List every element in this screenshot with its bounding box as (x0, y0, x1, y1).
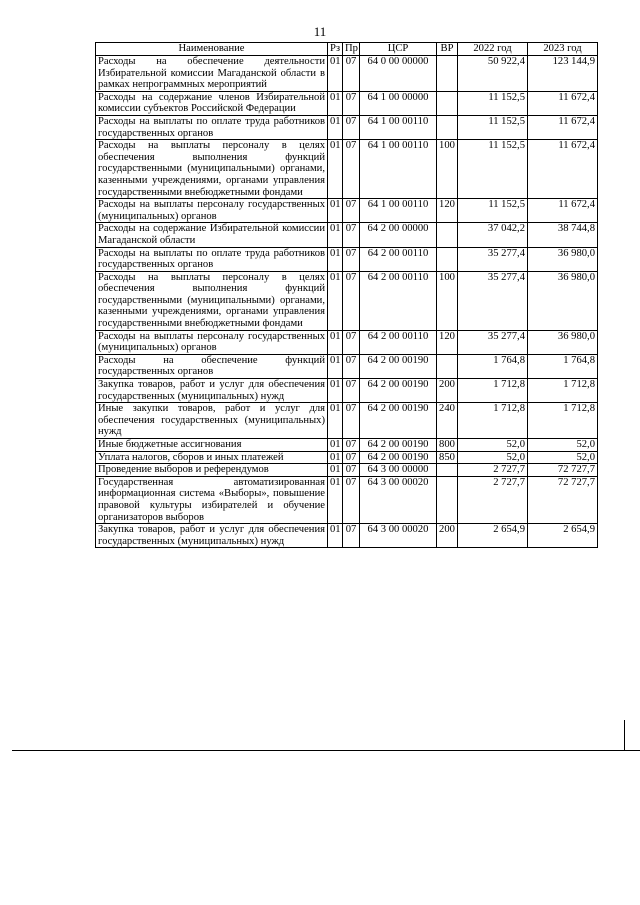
cell-pr: 07 (343, 464, 360, 477)
cell-2022: 11 152,5 (458, 91, 528, 115)
table-row (96, 91, 598, 115)
table-row (96, 476, 598, 523)
cell-2022: 35 277,4 (458, 247, 528, 271)
header-name: Наименование (96, 43, 328, 56)
cell-pr: 07 (343, 223, 360, 247)
cell-rz: 01 (328, 403, 343, 439)
cell-pr: 07 (343, 379, 360, 403)
cell-rz: 01 (328, 223, 343, 247)
table-header-row (96, 43, 598, 56)
cell-name: Расходы на выплаты по оплате труда работников государственных органов (96, 115, 328, 139)
cell-rz: 01 (328, 354, 343, 378)
cell-2022: 1 712,8 (458, 403, 528, 439)
cell-2022: 2 727,7 (458, 476, 528, 523)
cell-2023: 72 727,7 (528, 476, 598, 523)
cell-vr: 800 (437, 439, 458, 452)
cell-2022: 35 277,4 (458, 330, 528, 354)
cell-vr (437, 464, 458, 477)
cell-csr: 64 3 00 00000 (360, 464, 437, 477)
cell-2022: 52,0 (458, 439, 528, 452)
cell-pr: 07 (343, 439, 360, 452)
cell-name: Расходы на обеспечение функций государственных органов (96, 354, 328, 378)
cell-csr: 64 2 00 00110 (360, 247, 437, 271)
cell-name: Иные закупки товаров, работ и услуг для обеспечения государственных (муниципальных) нужд (96, 403, 328, 439)
cell-csr: 64 2 00 00190 (360, 379, 437, 403)
page-number: 11 (313, 24, 327, 39)
cell-vr (437, 56, 458, 92)
cell-name: Проведение выборов и референдумов (96, 464, 328, 477)
cell-name: Расходы на выплаты персоналу в целях обеспечения выполнения функций государственными (муниципальными) органами, казенными учреждениями, органами управления государственными внебюджетными фондами (96, 140, 328, 199)
cell-pr: 07 (343, 247, 360, 271)
cell-csr: 64 3 00 00020 (360, 524, 437, 548)
cell-rz: 01 (328, 91, 343, 115)
cell-vr (437, 115, 458, 139)
cell-2023: 1 712,8 (528, 379, 598, 403)
header-2022: 2022 год (458, 43, 528, 56)
cell-2023: 11 672,4 (528, 115, 598, 139)
budget-table (95, 42, 598, 548)
cell-csr: 64 2 00 00190 (360, 439, 437, 452)
cell-2023: 2 654,9 (528, 524, 598, 548)
cell-pr: 07 (343, 271, 360, 330)
table-row (96, 199, 598, 223)
cell-2023: 52,0 (528, 451, 598, 464)
cell-pr: 07 (343, 451, 360, 464)
cell-2023: 38 744,8 (528, 223, 598, 247)
cell-name: Расходы на выплаты персоналу государственных (муниципальных) органов (96, 330, 328, 354)
cell-pr: 07 (343, 476, 360, 523)
table-row (96, 439, 598, 452)
table-row (96, 379, 598, 403)
cell-csr: 64 1 00 00110 (360, 115, 437, 139)
cell-csr: 64 2 00 00190 (360, 451, 437, 464)
header-pr: Пр (343, 43, 360, 56)
cell-rz: 01 (328, 464, 343, 477)
cell-name: Иные бюджетные ассигнования (96, 439, 328, 452)
cell-rz: 01 (328, 330, 343, 354)
cell-pr: 07 (343, 330, 360, 354)
cell-2022: 2 654,9 (458, 524, 528, 548)
cell-csr: 64 0 00 00000 (360, 56, 437, 92)
cell-2022: 11 152,5 (458, 115, 528, 139)
table-row (96, 403, 598, 439)
cell-name: Расходы на обеспечение деятельности Избирательной комиссии Магаданской области в рамках непрограммных мероприятий (96, 56, 328, 92)
cell-2022: 37 042,2 (458, 223, 528, 247)
cell-pr: 07 (343, 199, 360, 223)
header-rz: Рз (328, 43, 343, 56)
cell-vr: 200 (437, 379, 458, 403)
bottom-divider-tick (624, 720, 625, 750)
cell-vr: 120 (437, 199, 458, 223)
cell-2023: 1 764,8 (528, 354, 598, 378)
cell-2022: 1 712,8 (458, 379, 528, 403)
cell-vr: 100 (437, 271, 458, 330)
cell-csr: 64 2 00 00190 (360, 403, 437, 439)
cell-rz: 01 (328, 476, 343, 523)
cell-csr: 64 3 00 00020 (360, 476, 437, 523)
cell-2023: 36 980,0 (528, 330, 598, 354)
cell-vr: 200 (437, 524, 458, 548)
cell-vr (437, 91, 458, 115)
cell-2023: 11 672,4 (528, 199, 598, 223)
table-row (96, 451, 598, 464)
cell-pr: 07 (343, 115, 360, 139)
cell-pr: 07 (343, 354, 360, 378)
cell-pr: 07 (343, 403, 360, 439)
cell-2022: 11 152,5 (458, 199, 528, 223)
cell-csr: 64 2 00 00110 (360, 271, 437, 330)
cell-2022: 52,0 (458, 451, 528, 464)
cell-name: Расходы на выплаты персоналу государственных (муниципальных) органов (96, 199, 328, 223)
cell-rz: 01 (328, 271, 343, 330)
table-row (96, 56, 598, 92)
cell-name: Закупка товаров, работ и услуг для обеспечения государственных (муниципальных) нужд (96, 379, 328, 403)
cell-2023: 11 672,4 (528, 140, 598, 199)
cell-name: Закупка товаров, работ и услуг для обеспечения государственных (муниципальных) нужд (96, 524, 328, 548)
cell-2022: 35 277,4 (458, 271, 528, 330)
cell-2023: 36 980,0 (528, 247, 598, 271)
cell-rz: 01 (328, 140, 343, 199)
cell-rz: 01 (328, 247, 343, 271)
cell-csr: 64 2 00 00000 (360, 223, 437, 247)
cell-2023: 72 727,7 (528, 464, 598, 477)
cell-vr (437, 223, 458, 247)
bottom-divider (12, 750, 640, 751)
table-row (96, 354, 598, 378)
cell-2023: 11 672,4 (528, 91, 598, 115)
cell-name: Государственная автоматизированная информационная система «Выборы», повышение правовой культуры избирателей и обучение организаторов выборов (96, 476, 328, 523)
cell-name: Расходы на содержание Избирательной комиссии Магаданской области (96, 223, 328, 247)
cell-2022: 1 764,8 (458, 354, 528, 378)
cell-pr: 07 (343, 56, 360, 92)
cell-vr: 100 (437, 140, 458, 199)
cell-vr: 120 (437, 330, 458, 354)
table-row (96, 247, 598, 271)
cell-2023: 1 712,8 (528, 403, 598, 439)
header-2023: 2023 год (528, 43, 598, 56)
cell-rz: 01 (328, 524, 343, 548)
table-row (96, 140, 598, 199)
cell-pr: 07 (343, 91, 360, 115)
cell-csr: 64 1 00 00000 (360, 91, 437, 115)
header-csr: ЦСР (360, 43, 437, 56)
table-row (96, 271, 598, 330)
header-vr: ВР (437, 43, 458, 56)
table-row (96, 524, 598, 548)
cell-vr: 850 (437, 451, 458, 464)
cell-name: Расходы на содержание членов Избирательной комиссии субъектов Российской Федерации (96, 91, 328, 115)
table-row (96, 115, 598, 139)
cell-rz: 01 (328, 115, 343, 139)
cell-rz: 01 (328, 56, 343, 92)
cell-csr: 64 2 00 00110 (360, 330, 437, 354)
cell-rz: 01 (328, 451, 343, 464)
cell-vr (437, 247, 458, 271)
cell-pr: 07 (343, 140, 360, 199)
cell-2023: 52,0 (528, 439, 598, 452)
cell-2023: 36 980,0 (528, 271, 598, 330)
cell-vr: 240 (437, 403, 458, 439)
cell-2022: 50 922,4 (458, 56, 528, 92)
cell-rz: 01 (328, 379, 343, 403)
table-body (96, 56, 598, 548)
cell-rz: 01 (328, 199, 343, 223)
table-row (96, 223, 598, 247)
cell-2022: 11 152,5 (458, 140, 528, 199)
cell-csr: 64 1 00 00110 (360, 140, 437, 199)
cell-name: Уплата налогов, сборов и иных платежей (96, 451, 328, 464)
cell-2022: 2 727,7 (458, 464, 528, 477)
cell-vr (437, 476, 458, 523)
cell-2023: 123 144,9 (528, 56, 598, 92)
cell-rz: 01 (328, 439, 343, 452)
cell-pr: 07 (343, 524, 360, 548)
cell-name: Расходы на выплаты по оплате труда работников государственных органов (96, 247, 328, 271)
cell-csr: 64 1 00 00110 (360, 199, 437, 223)
table-row (96, 330, 598, 354)
cell-csr: 64 2 00 00190 (360, 354, 437, 378)
table-row (96, 464, 598, 477)
cell-vr (437, 354, 458, 378)
cell-name: Расходы на выплаты персоналу в целях обеспечения выполнения функций государственными (муниципальными) органами, казенными учреждениями, органами управления государственными внебюджетными фондами (96, 271, 328, 330)
